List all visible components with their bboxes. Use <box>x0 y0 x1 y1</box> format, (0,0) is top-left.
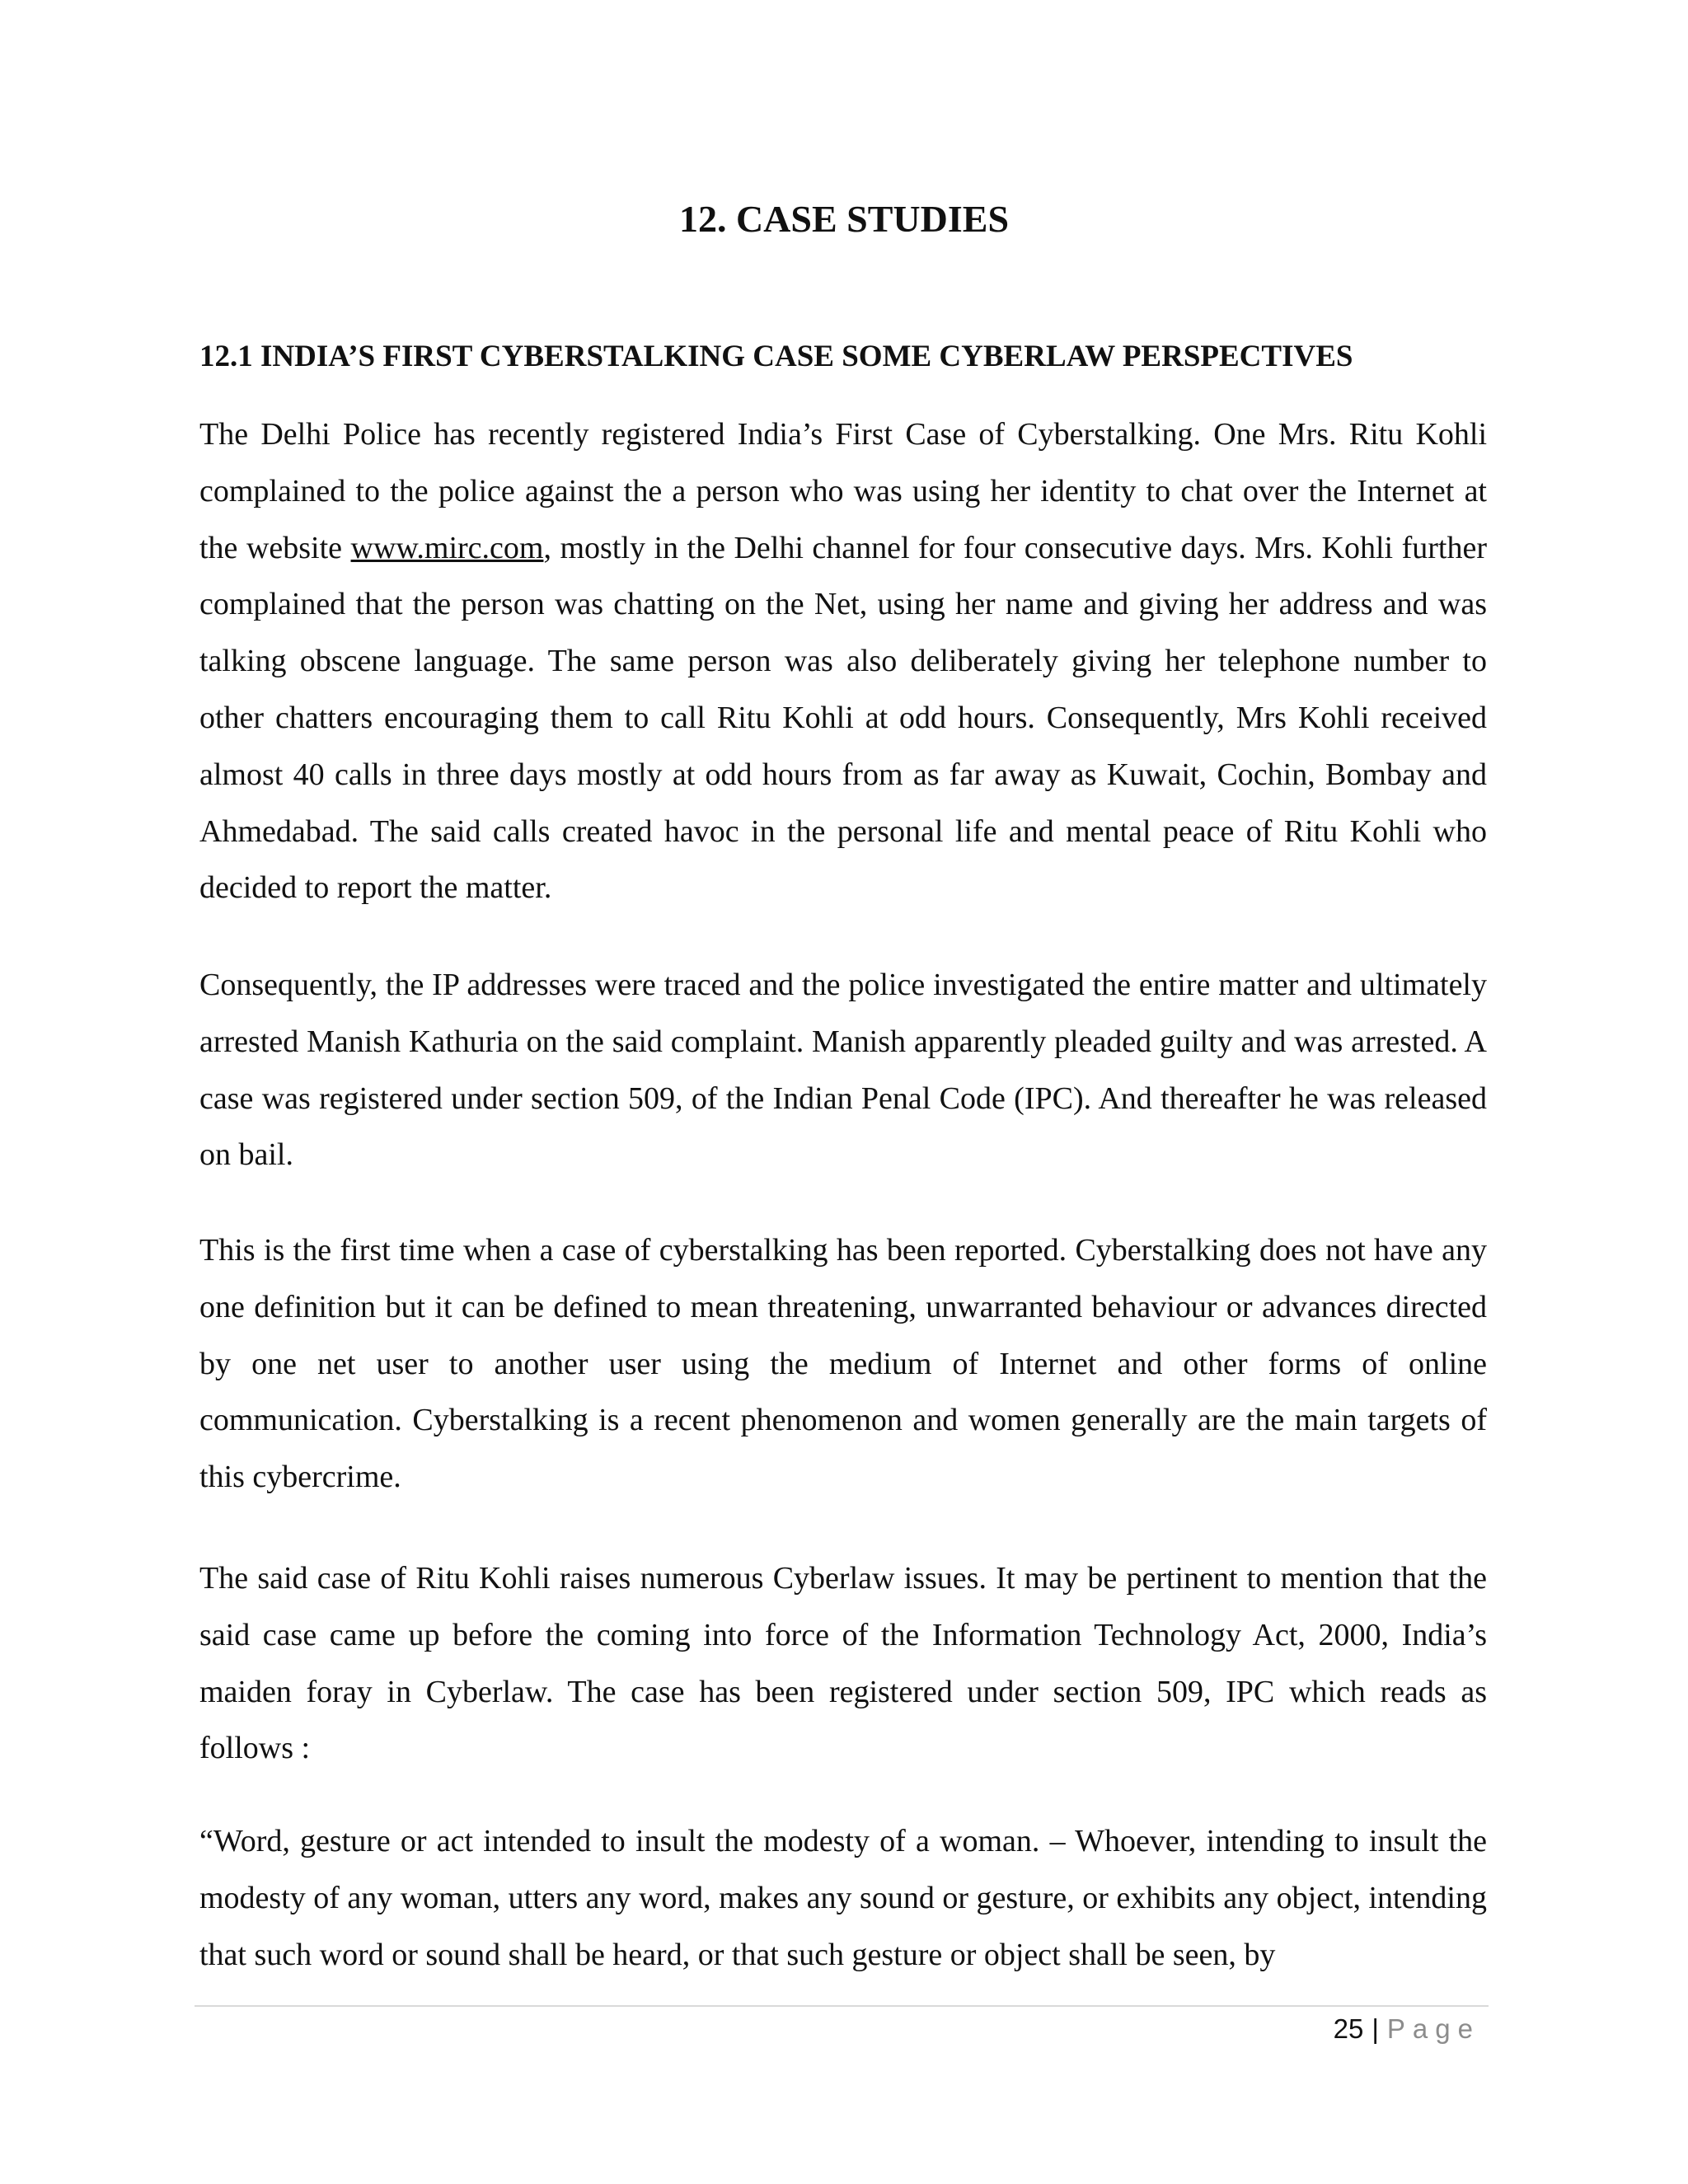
paragraph-1 <box>199 406 1487 916</box>
page-label: Page <box>1386 2013 1480 2044</box>
paragraph-2: Consequently, the IP addresses were traced and the police investigated the entire matter and ultimately arrested Manish Kathuria on the said complaint. Manish apparently pleaded guilty and was arrested. A case was registered under section 509, of the Indian Penal Code (IPC). And thereafter he was released on bail. <box>199 968 1487 1173</box>
paragraph-1-text-end: , mostly in the Delhi channel for four consecutive days. Mrs. Kohli further complained that the person was chatting on the Net, using her name and giving her address and was talking obscene language. The same person was also deliberately giving her telephone number to other chatters encouraging them to call Ritu Kohli at odd hours. Consequently, Mrs Kohli received almost 40 calls in three days mostly at odd hours from as far away as Kuwait, Cochin, Bombay and Ahmedabad. The said calls created havoc in the personal life and mental peace of Ritu Kohli who decided to report the matter. <box>199 530 1487 906</box>
page-footer <box>1334 2011 1480 2047</box>
page-number: 25 <box>1333 2013 1364 2044</box>
paragraph-4: The said case of Ritu Kohli raises numerous Cyberlaw issues. It may be pertinent to mention that the said case came up before the coming into force of the Information Technology Act, 2000, India’s maiden foray in Cyberlaw. The case has been registered under section 509, IPC which reads as follows : <box>199 1561 1487 1766</box>
section-title: 12.1 INDIA’S FIRST CYBERSTALKING CASE SOME CYBERLAW PERSPECTIVES <box>199 340 1353 373</box>
mirc-website-link[interactable]: www.mirc.com <box>350 530 544 565</box>
paragraph-3: This is the first time when a case of cyberstalking has been reported. Cyberstalking does not have any one definition but it can be defined to mean threatening, unwarranted behaviour or advances directed by one net user to another user using the medium of Internet and other forms of online communication. Cyberstalking is a recent phenomenon and women generally are the main targets of this cybercrime. <box>199 1233 1487 1495</box>
footer-divider <box>195 2005 1489 2007</box>
paragraph-1-text-start: The Delhi Police has recently registered India’s First Case of Cyberstalking. One Mrs. Ritu Kohli complained to the police against the a person who was using her identity to chat over the Internet at the website <box>199 417 1487 565</box>
footer-separator: | <box>1372 2013 1379 2044</box>
chapter-title: 12. CASE STUDIES <box>678 198 1010 240</box>
paragraph-5-quote: “Word, gesture or act intended to insult the modesty of a woman. – Whoever, intending to insult the modesty of any woman, utters any word, makes any sound or gesture, or exhibits any object, intending that such word or sound shall be heard, or that such gesture or object shall be seen, by <box>199 1824 1487 1972</box>
